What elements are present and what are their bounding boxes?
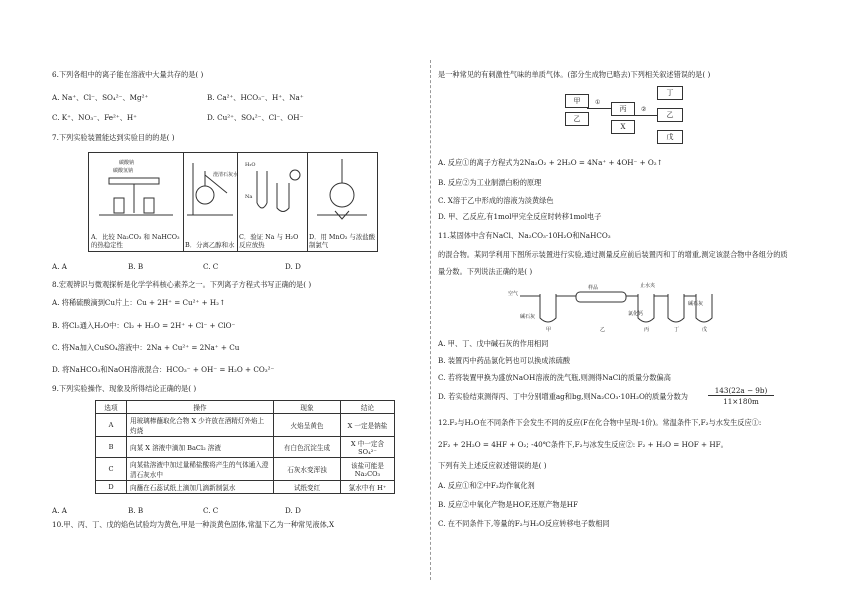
q7-caption-c: C．验证 Na 与 H₂O 反应放热 — [239, 233, 299, 249]
q11-label-air: 空气 — [508, 291, 519, 297]
reaction-1-label: ① — [595, 99, 601, 106]
heating-apparatus-icon — [89, 153, 183, 223]
q7-choice-b: B. B — [128, 262, 144, 271]
q7-label-nahco3: 碳酸氢钠 — [113, 168, 134, 174]
q11-option-b: B. 装置丙中药品氯化钙也可以换成浓硫酸 — [438, 356, 571, 365]
flow-box-yi: 乙 — [565, 112, 589, 126]
q9-cell: D — [96, 481, 127, 494]
q11-label-cacl2: 氯化钙 — [628, 311, 644, 317]
q9-cell: A — [96, 414, 127, 437]
flow-box-ding: 丁 — [657, 86, 683, 100]
q10-stem-continued: 是一种常见的有刺激性气味的单质气体。(部分生成物已略去)下列相关叙述错误的是( ) — [438, 70, 711, 79]
q9-cell: 石灰水变浑浊 — [274, 458, 341, 481]
q6-stem: 6.下列各组中的离子能在溶液中大量共存的是( ) — [52, 70, 204, 79]
flow-box-bing: 丙 — [611, 102, 635, 116]
q8-option-d: D. 将NaHCO₃和NaOH溶液混合：HCO₃⁻ + OH⁻ = H₂O + CO₃²⁻ — [52, 365, 275, 374]
q7-stem: 7.下列实验装置能达到实验目的的是( ) — [52, 133, 175, 142]
q9-header-option: 选项 — [96, 401, 127, 414]
q9-table-header — [96, 401, 395, 414]
q9-cell: 试纸变红 — [274, 481, 341, 494]
q9-header-conclusion: 结论 — [341, 401, 395, 414]
q7-panel-a — [89, 153, 184, 251]
q9-cell: 有白色沉淀生成 — [274, 437, 341, 458]
q11-stem-line3: 量分数。下列说法正确的是( ) — [438, 267, 533, 276]
q7-choice-a: A. A — [52, 262, 67, 271]
q11-label-clamp: 止水夹 — [640, 283, 656, 289]
q9-cell: 火焰呈黄色 — [274, 414, 341, 437]
q9-cell: C — [96, 458, 127, 481]
q7-apparatus-figure — [88, 152, 378, 252]
q6-option-d: D. Cu²⁺、SO₄²⁻、Cl⁻、OH⁻ — [207, 113, 304, 122]
q9-choice-b: B. B — [128, 506, 144, 515]
q8-option-a: A. 将稀硫酸滴到Cu片上：Cu + 2H⁺ = Cu²⁺ + H₂↑ — [52, 298, 226, 307]
q11-label-ding: 丁 — [674, 327, 680, 333]
table-row — [96, 437, 395, 458]
q11-label-soda-lime-1: 碱石灰 — [520, 314, 536, 320]
q8-stem: 8.宏观辨识与微观探析是化学学科核心素养之一。下列离子方程式书写正确的是( ) — [52, 280, 312, 289]
q11-stem: 11.某固体中含有NaCl、Na₂CO₃·10H₂O和NaHCO₃ — [438, 231, 611, 240]
q7-panel-d — [307, 153, 377, 251]
q9-table — [95, 400, 395, 494]
q10-stem-start: 10.甲、丙、丁、戊的焰色试验均为黄色,甲是一种淡黄色固体,常温下乙为一种常见液体,X — [52, 520, 335, 529]
q9-cell: 向某 X 溶液中滴加 BaCl₂ 溶液 — [127, 437, 274, 458]
q11-label-soda-lime-2: 碱石灰 — [688, 301, 704, 307]
q11-fraction-numerator: 143(22a − 9b) — [708, 386, 774, 396]
q11-label-bing: 丙 — [644, 327, 650, 333]
q12-option-c: C. 在不同条件下,等量的F₂与H₂O反应转移电子数相同 — [438, 519, 610, 528]
flow-box-x: X — [611, 120, 635, 134]
flow-box-wu: 戊 — [657, 130, 683, 144]
table-row — [96, 458, 395, 481]
q7-caption-b: B．分离乙醇和水 — [185, 241, 235, 249]
distillation-icon — [183, 153, 237, 223]
q6-option-c: C. K⁺、NO₃⁻、Fe²⁺、H⁺ — [52, 113, 137, 122]
q7-panel-b — [183, 153, 238, 251]
q12-stem: 12.F₂与H₂O在不同条件下会发生不同的反应(F在化合物中呈现-1价)。常温条件下,F₂与水发生反应①: — [438, 418, 762, 427]
q10-option-b: B. 反应②为工业制漂白粉的原理 — [438, 178, 542, 187]
q7-caption-d: D．用 MnO₂ 与浓盐酸制氯气 — [309, 233, 375, 249]
q6-option-a: A. Na⁺、Cl⁻、SO₄²⁻、Mg²⁺ — [52, 93, 149, 102]
q9-cell: 该盐可能是 Na₂CO₃ — [341, 458, 395, 481]
q11-option-a: A. 甲、丁、戊中碱石灰的作用相同 — [438, 339, 549, 348]
q10-option-d: D. 甲、乙反应,有1mol甲完全反应时转移1mol电子 — [438, 212, 602, 221]
q8-option-c: C. 将Na加入CuSO₄溶液中：2Na + Cu²⁺ = 2Na⁺ + Cu — [52, 343, 240, 352]
q9-cell: 向蘸在石蕊试纸上滴加几滴新制氯水 — [127, 481, 274, 494]
q9-cell: 用玻璃棒蘸取化合物 X 少许放在酒精灯外焰上灼烧 — [127, 414, 274, 437]
q10-option-c: C. X溶于乙中形成的溶液为淡黄绿色 — [438, 196, 554, 205]
q6-option-b: B. Ca²⁺、HCO₃⁻、H⁺、Na⁺ — [207, 93, 304, 102]
q12-question: 下列有关上述反应叙述错误的是( ) — [438, 461, 547, 470]
column-divider — [430, 60, 431, 580]
q11-label-sample: 样品 — [588, 285, 599, 291]
q9-header-phenomenon: 现象 — [274, 401, 341, 414]
q7-caption-a: A．比较 Na₂CO₃ 和 NaHCO₃ 的热稳定性 — [91, 233, 180, 249]
q10-option-a: A. 反应①的离子方程式为2Na₂O₂ + 2H₂O = 4Na⁺ + 4OH⁻ + O₂↑ — [438, 158, 663, 167]
q9-cell: 氯水中有 H⁺ — [341, 481, 395, 494]
q8-option-b: B. 将Cl₂通入H₂O中：Cl₂ + H₂O = 2H⁺ + Cl⁻ + ClO⁻ — [52, 321, 236, 330]
q11-option-d: D. 若实验结束测得丙、丁中分别增重ag和bg,则Na₂CO₃·10H₂O的质量分数为 — [438, 392, 688, 401]
q9-choice-d: D. D — [285, 506, 301, 515]
table-row — [96, 481, 395, 494]
q9-cell: X 中一定含 SO₄²⁻ — [341, 437, 395, 458]
arrow-2 — [633, 115, 657, 116]
q9-choice-c: C. C — [203, 506, 219, 515]
q9-choice-a: A. A — [52, 506, 67, 515]
q7-choice-d: D. D — [285, 262, 301, 271]
q7-label-na: Na — [245, 194, 253, 200]
q7-choice-c: C. C — [203, 262, 219, 271]
q11-label-jia: 甲 — [546, 327, 552, 333]
q9-cell: 向某盐溶液中加过量稀盐酸将产生的气体通入澄清石灰水中 — [127, 458, 274, 481]
q12-option-a: A. 反应①和②中F₂均作氧化剂 — [438, 481, 535, 490]
table-row — [96, 414, 395, 437]
q11-label-yi: 乙 — [600, 327, 606, 333]
q11-label-wu: 戊 — [702, 327, 708, 333]
q9-cell: B — [96, 437, 127, 458]
q7-label-na2co3: 碳酸钠 — [119, 160, 135, 166]
arrow-1 — [587, 108, 611, 109]
flow-box-yi-2: 乙 — [657, 108, 683, 122]
q11-fraction-denominator: 11×180m — [723, 397, 759, 406]
q11-stem-line2: 的混合物。某同学利用下图所示装置进行实验,通过测量反应前后装置丙和丁的增重,测定该混合物中各组分的质 — [438, 250, 788, 259]
flask-heating-icon — [307, 153, 377, 223]
q11-option-c: C. 若将装置甲换为盛放NaOH溶液的洗气瓶,则测得NaCl的质量分数偏高 — [438, 373, 671, 382]
q12-equation: 2F₂ + 2H₂O = 4HF + O₂; -40℃条件下,F₂与冰发生反应②: F₂ + H₂O = HOF + HF。 — [438, 440, 728, 449]
q7-label-h2o: H₂O — [245, 162, 256, 168]
q9-header-operation: 操作 — [127, 401, 274, 414]
flow-box-jia: 甲 — [565, 94, 589, 108]
q7-label-limewater: 澄清石灰水 — [213, 172, 239, 178]
q12-option-b: B. 反应②中氧化产物是HOF,还原产物是HF — [438, 500, 579, 509]
q9-cell: X 一定是钠盐 — [341, 414, 395, 437]
q7-panel-c — [237, 153, 308, 251]
q9-stem: 9.下列实验操作、现象及所得结论正确的是( ) — [52, 384, 197, 393]
reaction-2-label: ② — [641, 106, 647, 113]
